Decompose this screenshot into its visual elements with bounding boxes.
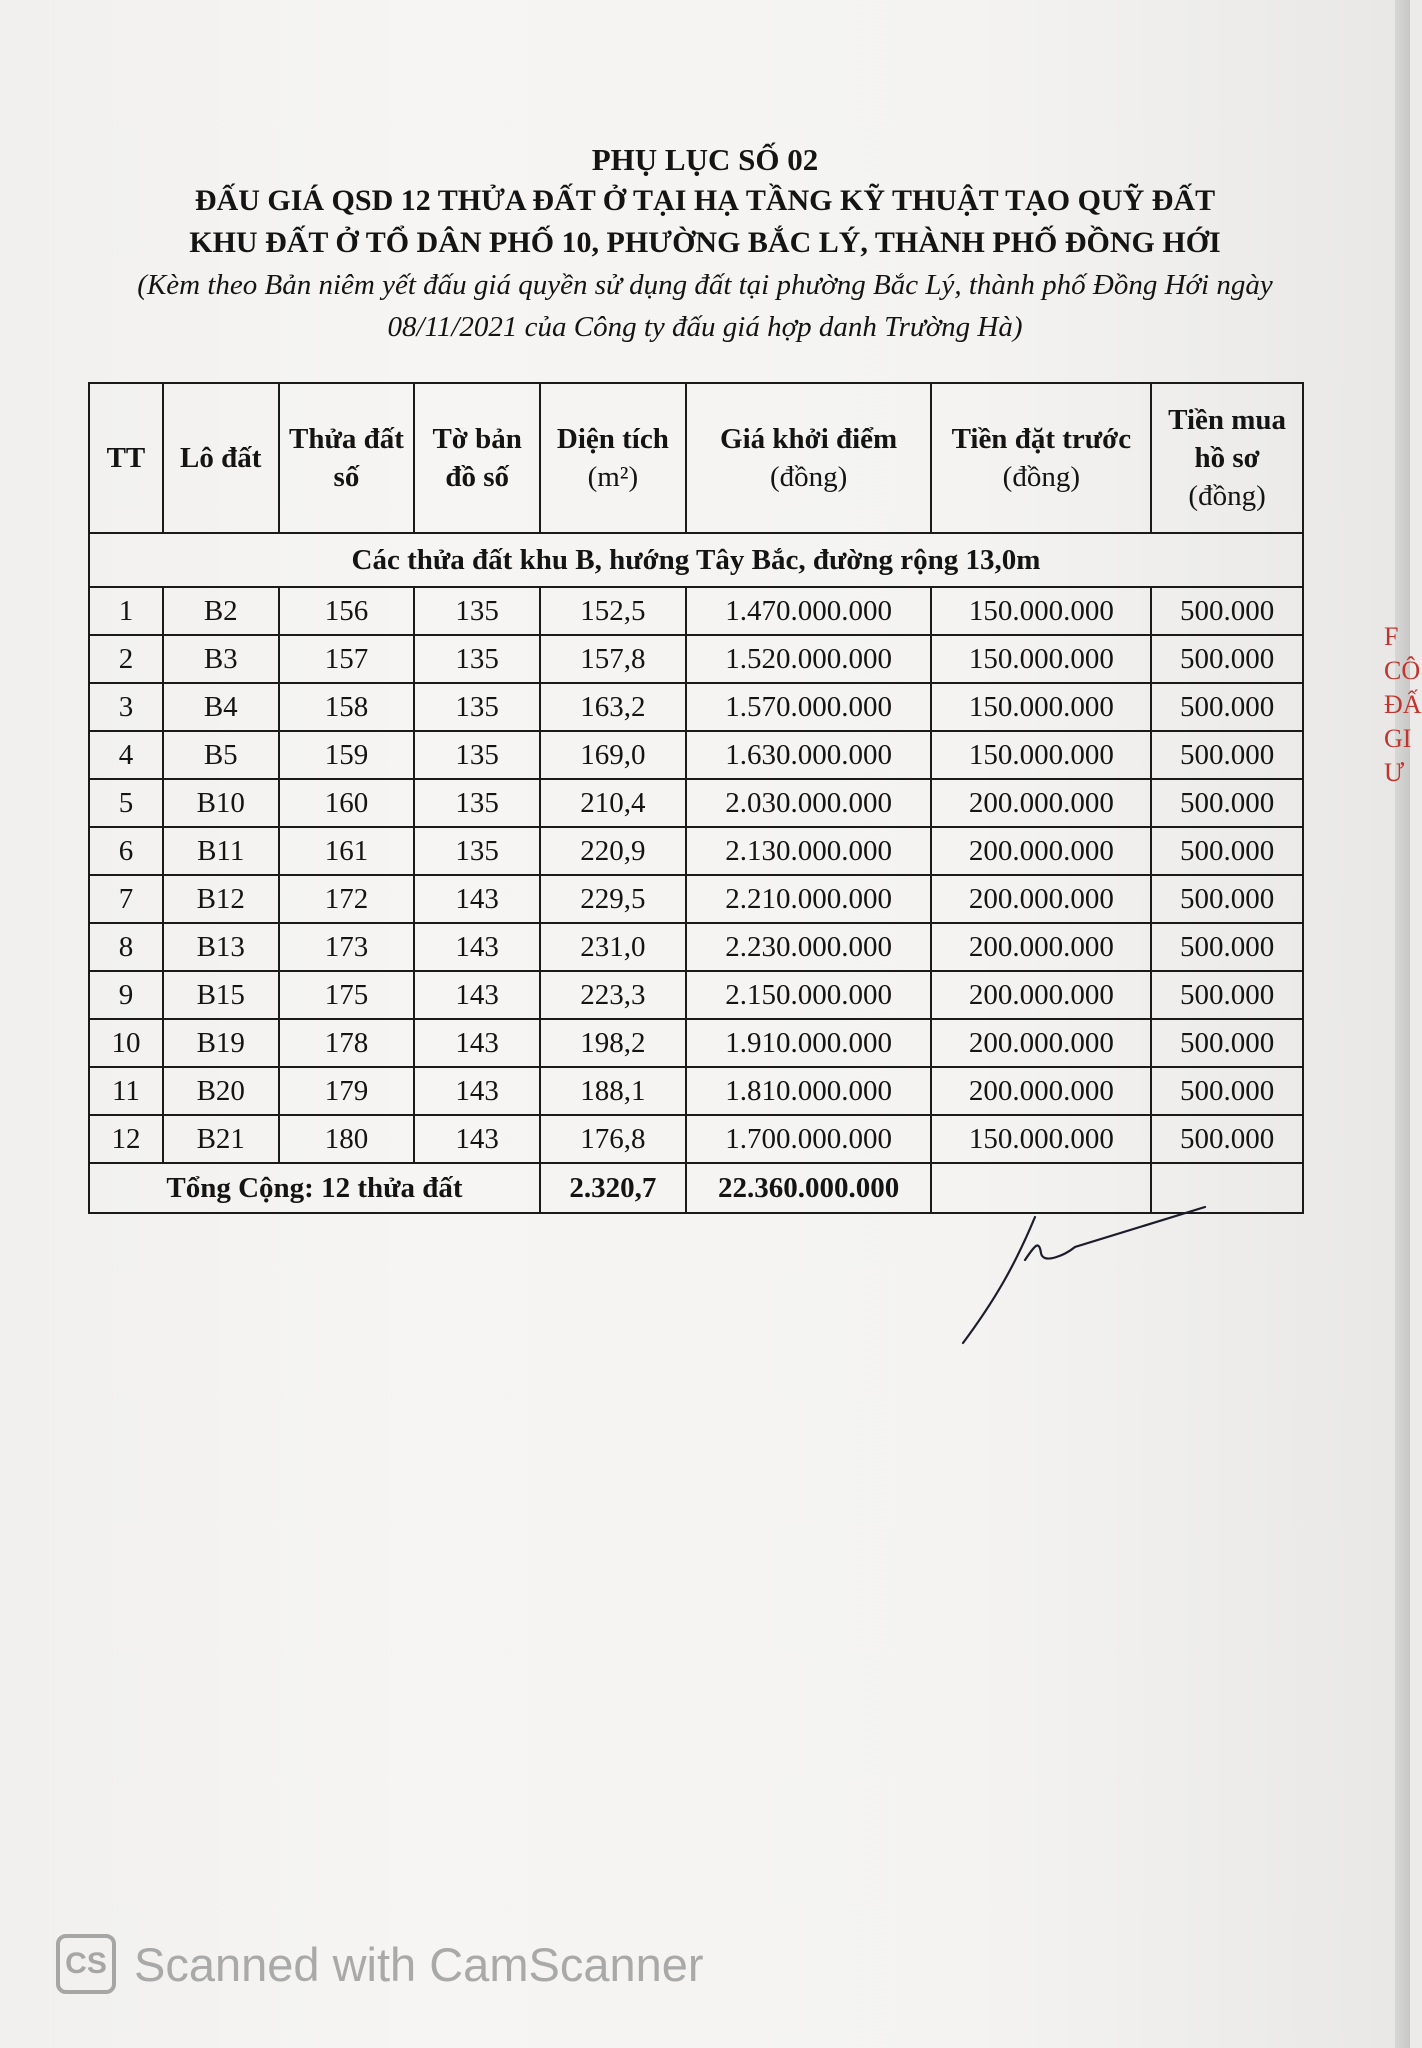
cell-dossier-fee: 500.000	[1151, 587, 1303, 635]
cell-lot: B12	[163, 875, 279, 923]
cell-start-price: 2.150.000.000	[686, 971, 932, 1019]
cell-map-sheet: 135	[414, 635, 540, 683]
cell-start-price: 1.470.000.000	[686, 587, 932, 635]
cell-start-price: 1.520.000.000	[686, 635, 932, 683]
cell-lot: B4	[163, 683, 279, 731]
cell-parcel: 157	[279, 635, 415, 683]
cell-start-price: 1.910.000.000	[686, 1019, 932, 1067]
cell-tt: 11	[89, 1067, 163, 1115]
camscanner-logo-icon: CS	[56, 1934, 116, 1994]
document-header	[90, 140, 1320, 348]
cell-dossier-fee: 500.000	[1151, 827, 1303, 875]
cell-map-sheet: 143	[414, 1067, 540, 1115]
cell-deposit: 150.000.000	[931, 731, 1151, 779]
total-area: 2.320,7	[540, 1163, 686, 1213]
cell-deposit: 200.000.000	[931, 779, 1151, 827]
cell-map-sheet: 135	[414, 683, 540, 731]
cell-lot: B15	[163, 971, 279, 1019]
cell-start-price: 1.810.000.000	[686, 1067, 932, 1115]
cell-tt: 4	[89, 731, 163, 779]
cell-tt: 8	[89, 923, 163, 971]
cell-area: 223,3	[540, 971, 686, 1019]
cell-deposit: 200.000.000	[931, 971, 1151, 1019]
land-parcel-table	[88, 382, 1304, 1214]
cell-tt: 7	[89, 875, 163, 923]
cell-dossier-fee: 500.000	[1151, 1115, 1303, 1163]
cell-area: 157,8	[540, 635, 686, 683]
cell-parcel: 156	[279, 587, 415, 635]
cell-tt: 10	[89, 1019, 163, 1067]
cell-start-price: 1.630.000.000	[686, 731, 932, 779]
document-subtitle-line-1: (Kèm theo Bản niêm yết đấu giá quyền sử dụng đất tại phường Bắc Lý, thành phố Đồng Hới ngày	[137, 269, 1273, 301]
cell-lot: B20	[163, 1067, 279, 1115]
camscanner-watermark	[56, 1932, 704, 1996]
cell-area: 210,4	[540, 779, 686, 827]
document-subtitle-line-2: 08/11/2021 của Công ty đấu giá hợp danh Trường Hà)	[387, 311, 1023, 343]
cell-lot: B21	[163, 1115, 279, 1163]
cell-map-sheet: 135	[414, 827, 540, 875]
cell-tt: 12	[89, 1115, 163, 1163]
table-row	[89, 683, 1303, 731]
cell-start-price: 2.230.000.000	[686, 923, 932, 971]
handwritten-signature	[955, 1205, 1215, 1355]
cell-deposit: 200.000.000	[931, 923, 1151, 971]
cell-map-sheet: 143	[414, 1019, 540, 1067]
table-row	[89, 635, 1303, 683]
cell-dossier-fee: 500.000	[1151, 683, 1303, 731]
cell-map-sheet: 143	[414, 971, 540, 1019]
cell-lot: B11	[163, 827, 279, 875]
table-row	[89, 731, 1303, 779]
cell-tt: 2	[89, 635, 163, 683]
cell-map-sheet: 135	[414, 731, 540, 779]
cell-parcel: 161	[279, 827, 415, 875]
cell-start-price: 2.030.000.000	[686, 779, 932, 827]
header-area: Diện tích (m²)	[540, 383, 686, 533]
total-start-price: 22.360.000.000	[686, 1163, 932, 1213]
cell-tt: 3	[89, 683, 163, 731]
cell-area: 176,8	[540, 1115, 686, 1163]
cell-dossier-fee: 500.000	[1151, 923, 1303, 971]
cell-area: 229,5	[540, 875, 686, 923]
cell-parcel: 179	[279, 1067, 415, 1115]
cell-dossier-fee: 500.000	[1151, 971, 1303, 1019]
cell-dossier-fee: 500.000	[1151, 1067, 1303, 1115]
table-row	[89, 779, 1303, 827]
cell-deposit: 200.000.000	[931, 1019, 1151, 1067]
table-row	[89, 1067, 1303, 1115]
cell-map-sheet: 143	[414, 923, 540, 971]
header-start-price: Giá khởi điểm (đồng)	[686, 383, 932, 533]
table-row	[89, 923, 1303, 971]
cell-dossier-fee: 500.000	[1151, 731, 1303, 779]
table-row	[89, 1019, 1303, 1067]
cell-dossier-fee: 500.000	[1151, 635, 1303, 683]
cell-start-price: 2.210.000.000	[686, 875, 932, 923]
cell-lot: B19	[163, 1019, 279, 1067]
cell-dossier-fee: 500.000	[1151, 1019, 1303, 1067]
cell-area: 169,0	[540, 731, 686, 779]
cell-parcel: 178	[279, 1019, 415, 1067]
cell-lot: B10	[163, 779, 279, 827]
cell-area: 220,9	[540, 827, 686, 875]
cell-deposit: 150.000.000	[931, 587, 1151, 635]
document-heading-line-1: ĐẤU GIÁ QSD 12 THỬA ĐẤT Ở TẠI HẠ TẦNG KỸ THUẬT TẠO QUỸ ĐẤT	[194, 184, 1216, 217]
group-label: Các thửa đất khu B, hướng Tây Bắc, đường rộng 13,0m	[89, 533, 1303, 587]
table-row	[89, 971, 1303, 1019]
header-dossier-fee: Tiền mua hồ sơ (đồng)	[1151, 383, 1303, 533]
page-edge-shadow	[1395, 0, 1410, 2048]
cell-parcel: 160	[279, 779, 415, 827]
group-row	[89, 533, 1303, 587]
cell-lot: B5	[163, 731, 279, 779]
cell-map-sheet: 143	[414, 1115, 540, 1163]
cell-tt: 5	[89, 779, 163, 827]
cell-parcel: 158	[279, 683, 415, 731]
cell-lot: B13	[163, 923, 279, 971]
cell-parcel: 175	[279, 971, 415, 1019]
header-deposit: Tiền đặt trước (đồng)	[931, 383, 1151, 533]
cell-parcel: 172	[279, 875, 415, 923]
appendix-title: PHỤ LỤC SỐ 02	[591, 142, 819, 177]
document-heading-line-2: KHU ĐẤT Ở TỔ DÂN PHỐ 10, PHƯỜNG BẮC LÝ, THÀNH PHỐ ĐỒNG HỚI	[189, 226, 1221, 259]
camscanner-text: Scanned with CamScanner	[134, 1937, 704, 1991]
table-header-row	[89, 383, 1303, 533]
total-label: Tổng Cộng: 12 thửa đất	[89, 1163, 540, 1213]
cell-lot: B3	[163, 635, 279, 683]
table-row	[89, 827, 1303, 875]
cell-area: 198,2	[540, 1019, 686, 1067]
cell-deposit: 150.000.000	[931, 683, 1151, 731]
cell-tt: 1	[89, 587, 163, 635]
cell-area: 163,2	[540, 683, 686, 731]
cell-area: 188,1	[540, 1067, 686, 1115]
cell-tt: 9	[89, 971, 163, 1019]
header-parcel: Thửa đất số	[279, 383, 415, 533]
cell-lot: B2	[163, 587, 279, 635]
cell-start-price: 1.570.000.000	[686, 683, 932, 731]
cell-parcel: 180	[279, 1115, 415, 1163]
red-stamp-fragment: F CÔ ĐẤ GI Ư	[1384, 622, 1422, 787]
cell-area: 152,5	[540, 587, 686, 635]
header-tt: TT	[89, 383, 163, 533]
cell-start-price: 2.130.000.000	[686, 827, 932, 875]
cell-map-sheet: 135	[414, 587, 540, 635]
cell-dossier-fee: 500.000	[1151, 779, 1303, 827]
cell-deposit: 200.000.000	[931, 1067, 1151, 1115]
cell-map-sheet: 135	[414, 779, 540, 827]
table-row	[89, 587, 1303, 635]
cell-area: 231,0	[540, 923, 686, 971]
cell-deposit: 200.000.000	[931, 827, 1151, 875]
cell-parcel: 159	[279, 731, 415, 779]
cell-start-price: 1.700.000.000	[686, 1115, 932, 1163]
cell-map-sheet: 143	[414, 875, 540, 923]
cell-deposit: 150.000.000	[931, 1115, 1151, 1163]
cell-deposit: 200.000.000	[931, 875, 1151, 923]
cell-parcel: 173	[279, 923, 415, 971]
cell-tt: 6	[89, 827, 163, 875]
table-row	[89, 1115, 1303, 1163]
header-map-sheet: Tờ bản đồ số	[414, 383, 540, 533]
table-row	[89, 875, 1303, 923]
cell-dossier-fee: 500.000	[1151, 875, 1303, 923]
header-lot: Lô đất	[163, 383, 279, 533]
cell-deposit: 150.000.000	[931, 635, 1151, 683]
